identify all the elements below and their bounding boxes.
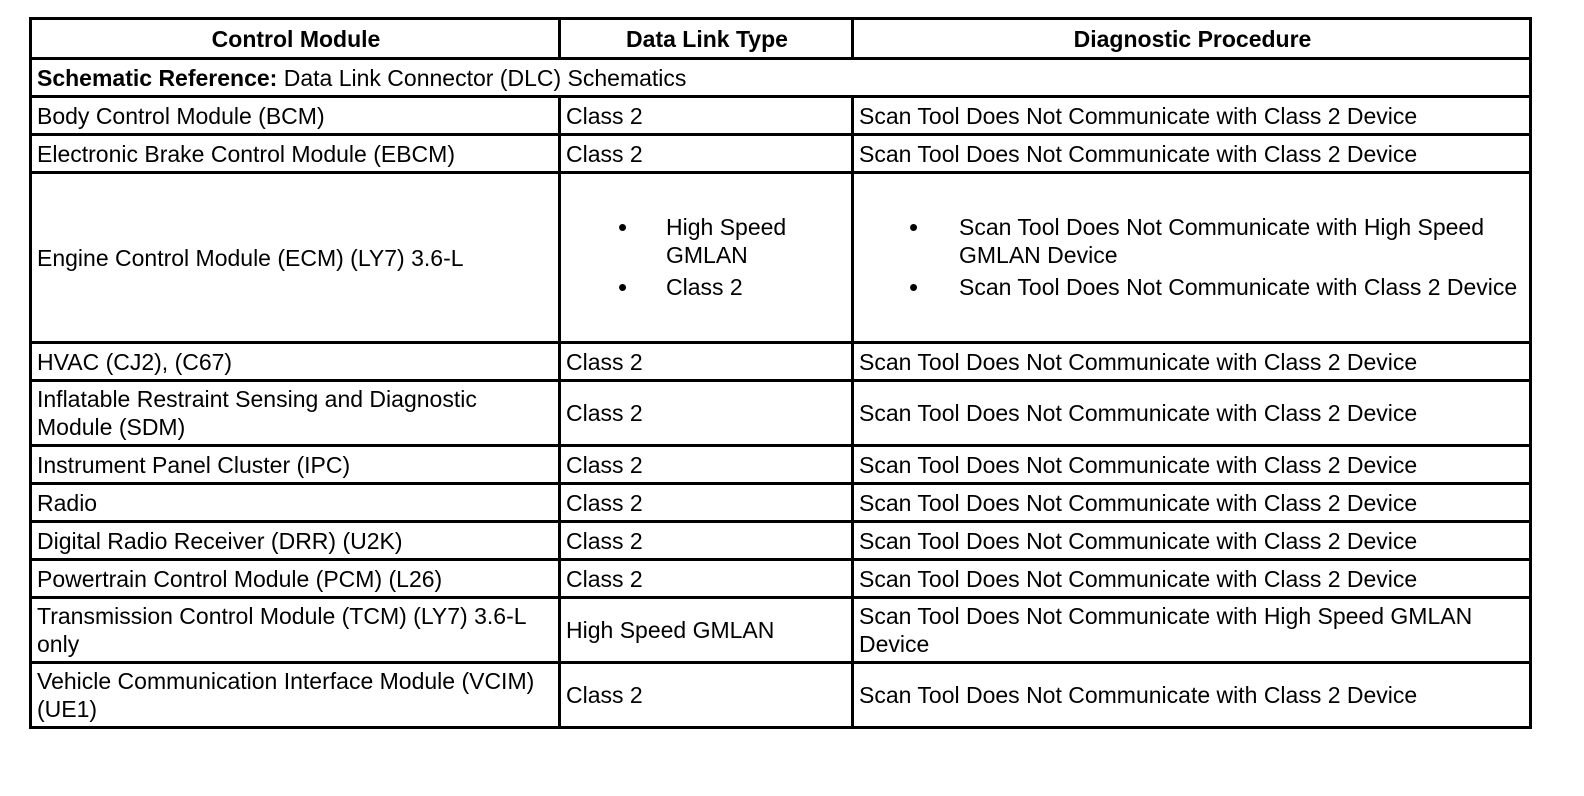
link-type-cell: Class 2 [560,663,853,728]
list-item: • Class 2 [566,273,848,301]
link-type-cell [560,173,853,343]
table-row [31,381,1531,446]
diagnostic-link[interactable]: Scan Tool Does Not Communicate with Class 2 Device [853,484,1531,522]
list-item: • High Speed GMLAN [566,213,848,269]
table-row [31,598,1531,663]
schematic-reference-cell [31,59,1531,97]
link-type-cell: Class 2 [560,97,853,135]
link-type-cell: Class 2 [560,135,853,173]
table-row [31,97,1531,135]
link-type-cell: Class 2 [560,381,853,446]
module-cell: HVAC (CJ2), (C67) [31,343,560,381]
data-link-table-container [29,17,1529,729]
module-cell: Digital Radio Receiver (DRR) (U2K) [31,522,560,560]
module-cell: Body Control Module (BCM) [31,97,560,135]
table-row [31,484,1531,522]
link-type-cell: Class 2 [560,446,853,484]
link-type-cell: Class 2 [560,484,853,522]
table-row [31,663,1531,728]
diagnostic-link[interactable]: Scan Tool Does Not Communicate with Class 2 Device [853,381,1531,446]
diagnostic-link[interactable]: • Scan Tool Does Not Communicate with High Speed GMLAN Device [859,213,1526,269]
module-cell: Engine Control Module (ECM) (LY7) 3.6-L [31,173,560,343]
diagnostic-link[interactable]: Scan Tool Does Not Communicate with High Speed GMLAN Device [853,598,1531,663]
header-control-module: Control Module [31,19,560,59]
diagnostic-link[interactable]: Scan Tool Does Not Communicate with Class 2 Device [853,135,1531,173]
module-cell: Powertrain Control Module (PCM) (L26) [31,560,560,598]
diagnostic-link[interactable]: Scan Tool Does Not Communicate with Class 2 Device [853,446,1531,484]
diagnostic-link[interactable]: Scan Tool Does Not Communicate with Class 2 Device [853,343,1531,381]
schematic-reference-link[interactable]: Data Link Connector (DLC) Schematics [277,64,687,91]
link-type-cell: Class 2 [560,343,853,381]
module-cell: Inflatable Restraint Sensing and Diagnostic Module (SDM) [31,381,560,446]
diagnostic-link[interactable]: Scan Tool Does Not Communicate with Class 2 Device [853,522,1531,560]
link-type-cell: Class 2 [560,522,853,560]
schematic-reference-label: Schematic Reference: [37,64,278,91]
diagnostic-link[interactable]: Scan Tool Does Not Communicate with Class 2 Device [853,560,1531,598]
table-row [31,135,1531,173]
diagnostic-cell [853,173,1531,343]
schematic-reference-row [31,59,1531,97]
table-row [31,173,1531,343]
module-cell: Electronic Brake Control Module (EBCM) [31,135,560,173]
diagnostic-link[interactable]: • Scan Tool Does Not Communicate with Class 2 Device [859,273,1526,301]
table-row [31,522,1531,560]
module-cell: Vehicle Communication Interface Module (VCIM) (UE1) [31,663,560,728]
module-cell: Transmission Control Module (TCM) (LY7) 3.6-L only [31,598,560,663]
diagnostic-link[interactable]: Scan Tool Does Not Communicate with Class 2 Device [853,97,1531,135]
link-type-list [566,213,848,301]
link-type-cell: Class 2 [560,560,853,598]
link-type-cell: High Speed GMLAN [560,598,853,663]
header-data-link-type: Data Link Type [560,19,853,59]
diagnostic-link[interactable]: Scan Tool Does Not Communicate with Class 2 Device [853,663,1531,728]
data-link-table [29,17,1532,729]
module-cell: Instrument Panel Cluster (IPC) [31,446,560,484]
table-row [31,343,1531,381]
table-row [31,560,1531,598]
diagnostic-list [859,213,1526,301]
module-cell: Radio [31,484,560,522]
table-header-row [31,19,1531,59]
header-diagnostic-procedure: Diagnostic Procedure [853,19,1531,59]
table-row [31,446,1531,484]
